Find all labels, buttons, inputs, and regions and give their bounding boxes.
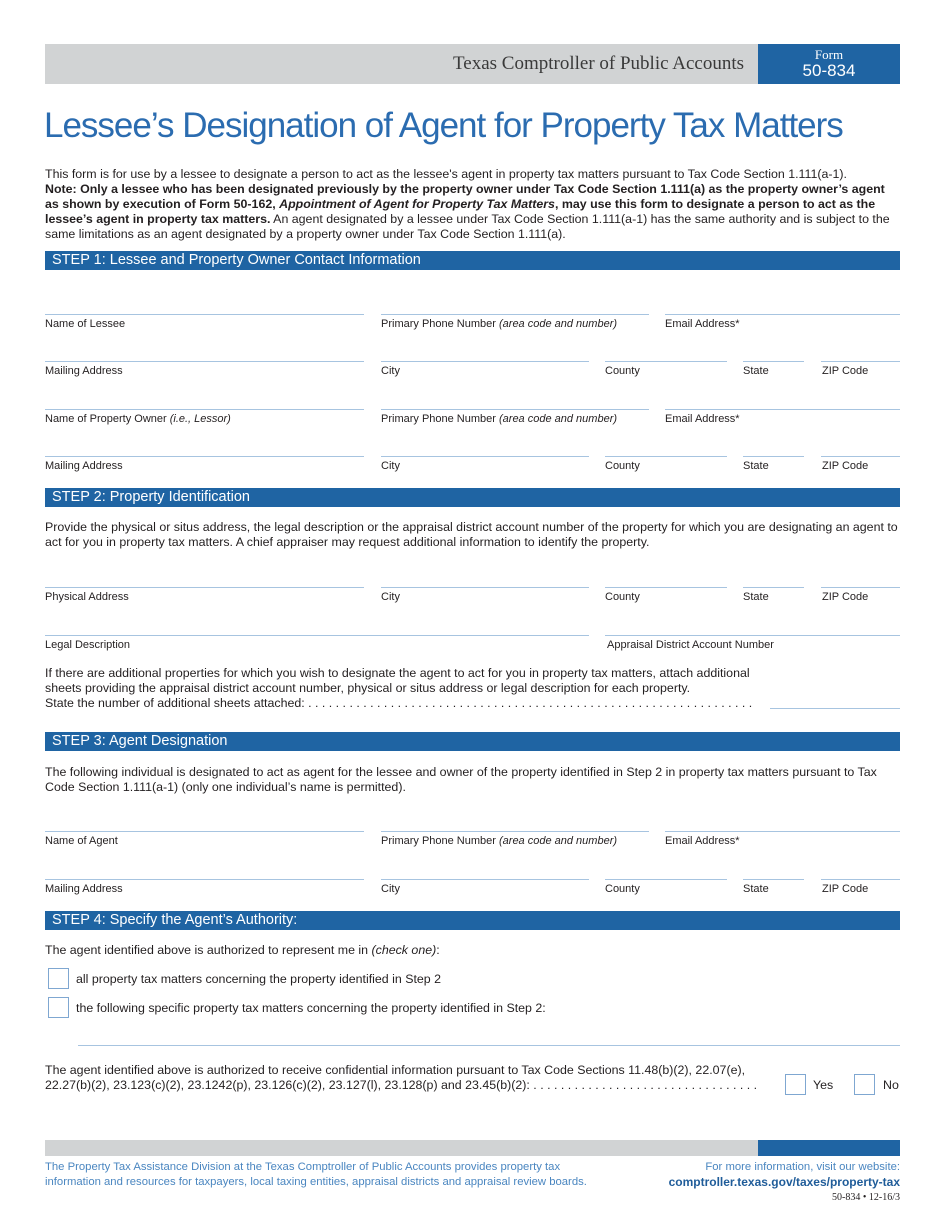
footer-contact bbox=[669, 1160, 900, 1205]
confidential-yes-label: Yes bbox=[813, 1078, 834, 1092]
owner-name-label: Name of Property Owner (i.e., Lessor) bbox=[45, 413, 231, 425]
footer-bar bbox=[45, 1140, 758, 1156]
agent-address-field[interactable] bbox=[45, 879, 364, 880]
owner-state-label: State bbox=[743, 460, 769, 472]
lessee-email-field[interactable] bbox=[665, 314, 900, 315]
all-matters-label: all property tax matters concerning the property identified in Step 2 bbox=[76, 972, 442, 986]
lessee-name-label: Name of Lessee bbox=[45, 318, 126, 330]
confidential-line2: 22.27(b)(2), 23.123(c)(2), 23.1242(p), 23.126(c)(2), 23.127(l), 23.128(p) and 23.45(b)(2): . . . . . . . . . . . . . . . . . . . . . . . . . . . . . . . . . bbox=[45, 1078, 758, 1092]
physical-address-field[interactable] bbox=[45, 587, 364, 588]
intro-paragraph bbox=[45, 167, 901, 242]
property-state-label: State bbox=[743, 591, 769, 603]
agent-address-label: Mailing Address bbox=[45, 883, 123, 895]
agent-city-label: City bbox=[381, 883, 400, 895]
agent-name-field[interactable] bbox=[45, 831, 364, 832]
lessee-name-field[interactable] bbox=[45, 314, 364, 315]
owner-phone-label: Primary Phone Number (area code and number) bbox=[381, 413, 618, 425]
lessee-city-field[interactable] bbox=[381, 361, 589, 362]
account-number-label: Appraisal District Account Number bbox=[607, 639, 774, 651]
specific-matters-checkbox[interactable] bbox=[48, 997, 69, 1018]
owner-county-field[interactable] bbox=[605, 456, 727, 457]
footer-website-link[interactable]: comptroller.texas.gov/taxes/property-tax bbox=[668, 1175, 900, 1189]
specific-matters-field[interactable] bbox=[78, 1045, 900, 1046]
owner-state-field[interactable] bbox=[743, 456, 804, 457]
step3-instructions: The following individual is designated to act as agent for the lessee and owner of the property identified in Step 2 in property tax matters pursuant to Tax Code Section 1.111(a-1) (only one individual’s name is permitted). bbox=[45, 765, 877, 794]
lessee-county-label: County bbox=[605, 365, 640, 377]
additional-sheets-label: State the number of additional sheets attached: . . . . . . . . . . . . . . . . . . . . . . . . . . . . . . . . . . . . . . . . . . . . . . . . . . . . . . . . . . . . . . . . . bbox=[45, 696, 753, 710]
owner-name-field[interactable] bbox=[45, 409, 364, 410]
legal-description-label: Legal Description bbox=[45, 639, 130, 651]
step4-heading: STEP 4: Specify the Agent’s Authority: bbox=[45, 911, 900, 930]
form-number-box bbox=[758, 44, 900, 84]
agent-email-label: Email Address* bbox=[665, 835, 740, 847]
confidential-no-checkbox[interactable] bbox=[854, 1074, 875, 1095]
step2-heading: STEP 2: Property Identification bbox=[45, 488, 900, 507]
owner-address-field[interactable] bbox=[45, 456, 364, 457]
confidential-yes-checkbox[interactable] bbox=[785, 1074, 806, 1095]
form-number: 50-834 bbox=[802, 61, 856, 80]
lessee-email-label: Email Address* bbox=[665, 318, 740, 330]
owner-zip-field[interactable] bbox=[821, 456, 900, 457]
owner-phone-field[interactable] bbox=[381, 409, 649, 410]
additional-properties-line2: sheets providing the appraisal district account number, physical or situs address or legal description for each property. bbox=[45, 681, 691, 695]
footer-more-info: For more information, visit our website: bbox=[705, 1161, 900, 1173]
legal-description-field[interactable] bbox=[45, 635, 589, 636]
agent-phone-field[interactable] bbox=[381, 831, 649, 832]
lessee-county-field[interactable] bbox=[605, 361, 727, 362]
intro-note: Note: Only a lessee who has been designated previously by the property owner under Tax Code Section 1.111(a) as the property owner’s agent as shown by execution of Form 50-162, Appointment of Agent for Property Tax Matters, may use this form to designate a person to act as the lessee’s agent in property tax matters. bbox=[45, 182, 885, 226]
page-title: Lessee’s Designation of Agent for Property Tax Matters bbox=[44, 106, 843, 145]
intro-line: This form is for use by a lessee to designate a person to act as the lessee's agent in property tax matters pursuant to Tax Code Section 1.111(a-1). bbox=[45, 167, 847, 181]
lessee-city-label: City bbox=[381, 365, 400, 377]
specific-matters-label: the following specific property tax matters concerning the property identified in Step 2: bbox=[76, 1001, 546, 1015]
agent-name-label: Name of Agent bbox=[45, 835, 118, 847]
intro-note-rest: An agent designated by a lessee under Tax Code Section 1.111(a-1) has the same authority and is subject to the same limitations as an agent designated by a property owner under Tax Code Section 1.111(a). bbox=[45, 212, 890, 241]
owner-address-label: Mailing Address bbox=[45, 460, 123, 472]
lessee-phone-field[interactable] bbox=[381, 314, 649, 315]
step3-heading: STEP 3: Agent Designation bbox=[45, 732, 900, 751]
lessee-address-label: Mailing Address bbox=[45, 365, 123, 377]
owner-city-label: City bbox=[381, 460, 400, 472]
footer-accent bbox=[758, 1140, 900, 1156]
agency-name: Texas Comptroller of Public Accounts bbox=[452, 53, 744, 74]
owner-email-label: Email Address* bbox=[665, 413, 740, 425]
property-county-label: County bbox=[605, 591, 640, 603]
additional-properties-line1: If there are additional properties for which you wish to designate the agent to act for you in property tax matters, attach additional bbox=[45, 666, 750, 680]
lessee-phone-label: Primary Phone Number (area code and number) bbox=[381, 318, 618, 330]
all-matters-checkbox[interactable] bbox=[48, 968, 69, 989]
property-city-label: City bbox=[381, 591, 400, 603]
footer-form-code: 50-834 • 12-16/3 bbox=[832, 1192, 900, 1203]
lessee-zip-label: ZIP Code bbox=[822, 365, 869, 377]
owner-zip-label: ZIP Code bbox=[822, 460, 869, 472]
step1-heading: STEP 1: Lessee and Property Owner Contact Information bbox=[45, 251, 900, 270]
property-zip-label: ZIP Code bbox=[822, 591, 869, 603]
additional-sheets-field[interactable] bbox=[770, 708, 900, 709]
form-label: Form bbox=[814, 47, 844, 62]
lessee-state-label: State bbox=[743, 365, 769, 377]
agent-county-label: County bbox=[605, 883, 640, 895]
agent-city-field[interactable] bbox=[381, 879, 589, 880]
step2-instructions: Provide the physical or situs address, the legal description or the appraisal district account number of the property for which you are designating an agent to act for you in property tax matters. A chief appraiser may request additional information to identify the property. bbox=[45, 520, 898, 549]
lessee-state-field[interactable] bbox=[743, 361, 804, 362]
agent-email-field[interactable] bbox=[665, 831, 900, 832]
property-city-field[interactable] bbox=[381, 587, 589, 588]
agent-state-field[interactable] bbox=[743, 879, 804, 880]
confidential-line1: The agent identified above is authorized to receive confidential information pursuant to Tax Code Sections 11.48(b)(2), 22.07(e), bbox=[45, 1063, 746, 1077]
lessee-zip-field[interactable] bbox=[821, 361, 900, 362]
agent-zip-field[interactable] bbox=[821, 879, 900, 880]
agent-state-label: State bbox=[743, 883, 769, 895]
property-zip-field[interactable] bbox=[821, 587, 900, 588]
account-number-field[interactable] bbox=[605, 635, 900, 636]
confidential-no-label: No bbox=[883, 1078, 899, 1092]
owner-city-field[interactable] bbox=[381, 456, 589, 457]
owner-county-label: County bbox=[605, 460, 640, 472]
agent-zip-label: ZIP Code bbox=[822, 883, 869, 895]
physical-address-label: Physical Address bbox=[45, 591, 129, 603]
owner-email-field[interactable] bbox=[665, 409, 900, 410]
footer-description: The Property Tax Assistance Division at the Texas Comptroller of Public Accounts provides property tax information and resources for taxpayers, local taxing entities, appraisal districts and appraisal review boards. bbox=[45, 1161, 587, 1188]
authority-prompt: The agent identified above is authorized to represent me in (check one): bbox=[45, 943, 440, 957]
agent-county-field[interactable] bbox=[605, 879, 727, 880]
property-state-field[interactable] bbox=[743, 587, 804, 588]
property-county-field[interactable] bbox=[605, 587, 727, 588]
lessee-address-field[interactable] bbox=[45, 361, 364, 362]
agent-phone-label: Primary Phone Number (area code and number) bbox=[381, 835, 618, 847]
